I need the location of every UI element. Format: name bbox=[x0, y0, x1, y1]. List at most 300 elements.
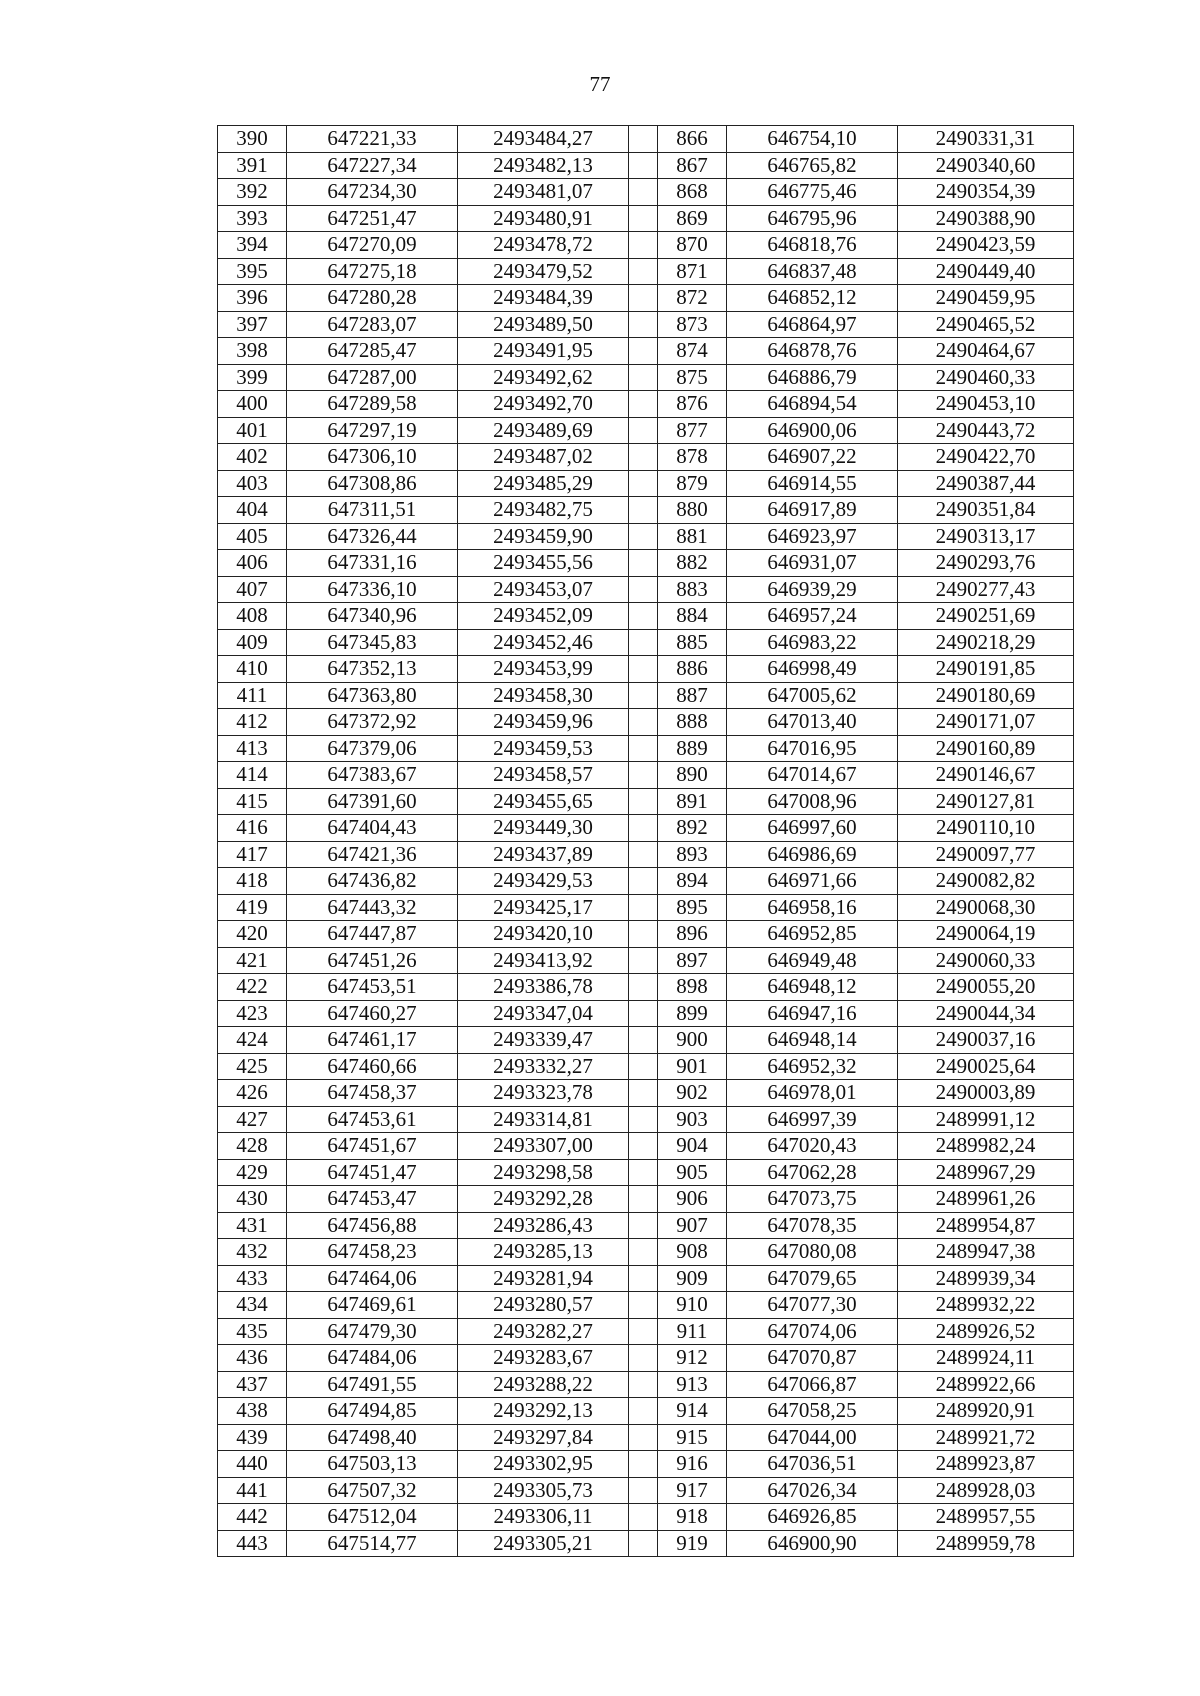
left-y-coordinate-cell: 2493332,27 bbox=[458, 1053, 629, 1080]
right-y-coordinate-cell: 2489991,12 bbox=[898, 1106, 1074, 1133]
left-x-coordinate-cell: 647404,43 bbox=[287, 815, 458, 842]
blank-separator-cell bbox=[629, 974, 658, 1001]
right-point-number-cell: 891 bbox=[658, 788, 727, 815]
right-y-coordinate-cell: 2489967,29 bbox=[898, 1159, 1074, 1186]
right-y-coordinate-cell: 2489961,26 bbox=[898, 1186, 1074, 1213]
left-y-coordinate-cell: 2493347,04 bbox=[458, 1000, 629, 1027]
right-x-coordinate-cell: 646997,60 bbox=[727, 815, 898, 842]
blank-separator-cell bbox=[629, 682, 658, 709]
left-x-coordinate-cell: 647443,32 bbox=[287, 894, 458, 921]
right-x-coordinate-cell: 646775,46 bbox=[727, 179, 898, 206]
right-point-number-cell: 869 bbox=[658, 205, 727, 232]
left-point-number-cell: 430 bbox=[218, 1186, 287, 1213]
right-point-number-cell: 870 bbox=[658, 232, 727, 259]
blank-separator-cell bbox=[629, 470, 658, 497]
left-point-number-cell: 426 bbox=[218, 1080, 287, 1107]
left-point-number-cell: 433 bbox=[218, 1265, 287, 1292]
blank-separator-cell bbox=[629, 576, 658, 603]
right-x-coordinate-cell: 646949,48 bbox=[727, 947, 898, 974]
right-y-coordinate-cell: 2490097,77 bbox=[898, 841, 1074, 868]
left-point-number-cell: 399 bbox=[218, 364, 287, 391]
left-point-number-cell: 441 bbox=[218, 1477, 287, 1504]
table-row bbox=[218, 470, 1074, 497]
table-row bbox=[218, 1504, 1074, 1531]
right-x-coordinate-cell: 646754,10 bbox=[727, 126, 898, 153]
left-y-coordinate-cell: 2493478,72 bbox=[458, 232, 629, 259]
right-point-number-cell: 916 bbox=[658, 1451, 727, 1478]
right-y-coordinate-cell: 2490110,10 bbox=[898, 815, 1074, 842]
blank-separator-cell bbox=[629, 391, 658, 418]
right-point-number-cell: 912 bbox=[658, 1345, 727, 1372]
right-point-number-cell: 903 bbox=[658, 1106, 727, 1133]
left-point-number-cell: 421 bbox=[218, 947, 287, 974]
right-point-number-cell: 919 bbox=[658, 1530, 727, 1557]
left-x-coordinate-cell: 647464,06 bbox=[287, 1265, 458, 1292]
right-x-coordinate-cell: 646907,22 bbox=[727, 444, 898, 471]
left-x-coordinate-cell: 647340,96 bbox=[287, 603, 458, 630]
table-row bbox=[218, 497, 1074, 524]
table-row bbox=[218, 126, 1074, 153]
left-y-coordinate-cell: 2493292,13 bbox=[458, 1398, 629, 1425]
left-point-number-cell: 404 bbox=[218, 497, 287, 524]
right-y-coordinate-cell: 2489928,03 bbox=[898, 1477, 1074, 1504]
left-y-coordinate-cell: 2493297,84 bbox=[458, 1424, 629, 1451]
table-row bbox=[218, 1371, 1074, 1398]
right-y-coordinate-cell: 2490422,70 bbox=[898, 444, 1074, 471]
right-y-coordinate-cell: 2489920,91 bbox=[898, 1398, 1074, 1425]
right-y-coordinate-cell: 2490044,34 bbox=[898, 1000, 1074, 1027]
right-point-number-cell: 889 bbox=[658, 735, 727, 762]
left-y-coordinate-cell: 2493437,89 bbox=[458, 841, 629, 868]
blank-separator-cell bbox=[629, 550, 658, 577]
left-y-coordinate-cell: 2493482,13 bbox=[458, 152, 629, 179]
right-x-coordinate-cell: 646894,54 bbox=[727, 391, 898, 418]
right-point-number-cell: 890 bbox=[658, 762, 727, 789]
left-x-coordinate-cell: 647383,67 bbox=[287, 762, 458, 789]
right-y-coordinate-cell: 2490003,89 bbox=[898, 1080, 1074, 1107]
left-x-coordinate-cell: 647270,09 bbox=[287, 232, 458, 259]
right-y-coordinate-cell: 2489923,87 bbox=[898, 1451, 1074, 1478]
right-point-number-cell: 895 bbox=[658, 894, 727, 921]
left-x-coordinate-cell: 647458,37 bbox=[287, 1080, 458, 1107]
right-y-coordinate-cell: 2489957,55 bbox=[898, 1504, 1074, 1531]
right-x-coordinate-cell: 646957,24 bbox=[727, 603, 898, 630]
blank-separator-cell bbox=[629, 258, 658, 285]
left-x-coordinate-cell: 647352,13 bbox=[287, 656, 458, 683]
table-row bbox=[218, 1292, 1074, 1319]
table-row bbox=[218, 894, 1074, 921]
left-x-coordinate-cell: 647391,60 bbox=[287, 788, 458, 815]
right-x-coordinate-cell: 647044,00 bbox=[727, 1424, 898, 1451]
table-row bbox=[218, 1318, 1074, 1345]
left-y-coordinate-cell: 2493302,95 bbox=[458, 1451, 629, 1478]
left-x-coordinate-cell: 647251,47 bbox=[287, 205, 458, 232]
left-point-number-cell: 417 bbox=[218, 841, 287, 868]
left-x-coordinate-cell: 647453,51 bbox=[287, 974, 458, 1001]
blank-separator-cell bbox=[629, 1239, 658, 1266]
blank-separator-cell bbox=[629, 947, 658, 974]
left-point-number-cell: 401 bbox=[218, 417, 287, 444]
blank-separator-cell bbox=[629, 364, 658, 391]
right-x-coordinate-cell: 647058,25 bbox=[727, 1398, 898, 1425]
right-x-coordinate-cell: 646852,12 bbox=[727, 285, 898, 312]
left-x-coordinate-cell: 647221,33 bbox=[287, 126, 458, 153]
left-point-number-cell: 390 bbox=[218, 126, 287, 153]
right-point-number-cell: 876 bbox=[658, 391, 727, 418]
table-row bbox=[218, 364, 1074, 391]
right-x-coordinate-cell: 647008,96 bbox=[727, 788, 898, 815]
right-point-number-cell: 882 bbox=[658, 550, 727, 577]
left-y-coordinate-cell: 2493453,07 bbox=[458, 576, 629, 603]
right-x-coordinate-cell: 646900,06 bbox=[727, 417, 898, 444]
table-row bbox=[218, 1530, 1074, 1557]
right-point-number-cell: 907 bbox=[658, 1212, 727, 1239]
right-x-coordinate-cell: 646948,12 bbox=[727, 974, 898, 1001]
left-x-coordinate-cell: 647308,86 bbox=[287, 470, 458, 497]
blank-separator-cell bbox=[629, 1398, 658, 1425]
left-point-number-cell: 412 bbox=[218, 709, 287, 736]
left-point-number-cell: 420 bbox=[218, 921, 287, 948]
table-row bbox=[218, 868, 1074, 895]
left-point-number-cell: 422 bbox=[218, 974, 287, 1001]
right-point-number-cell: 874 bbox=[658, 338, 727, 365]
left-x-coordinate-cell: 647289,58 bbox=[287, 391, 458, 418]
left-x-coordinate-cell: 647451,47 bbox=[287, 1159, 458, 1186]
left-y-coordinate-cell: 2493307,00 bbox=[458, 1133, 629, 1160]
table-row bbox=[218, 285, 1074, 312]
left-x-coordinate-cell: 647458,23 bbox=[287, 1239, 458, 1266]
table-row bbox=[218, 629, 1074, 656]
left-point-number-cell: 398 bbox=[218, 338, 287, 365]
right-y-coordinate-cell: 2489932,22 bbox=[898, 1292, 1074, 1319]
right-x-coordinate-cell: 647020,43 bbox=[727, 1133, 898, 1160]
right-x-coordinate-cell: 646986,69 bbox=[727, 841, 898, 868]
table-row bbox=[218, 974, 1074, 1001]
right-y-coordinate-cell: 2490146,67 bbox=[898, 762, 1074, 789]
table-row bbox=[218, 550, 1074, 577]
blank-separator-cell bbox=[629, 1080, 658, 1107]
left-x-coordinate-cell: 647512,04 bbox=[287, 1504, 458, 1531]
right-point-number-cell: 880 bbox=[658, 497, 727, 524]
left-y-coordinate-cell: 2493306,11 bbox=[458, 1504, 629, 1531]
blank-separator-cell bbox=[629, 444, 658, 471]
left-point-number-cell: 438 bbox=[218, 1398, 287, 1425]
left-point-number-cell: 400 bbox=[218, 391, 287, 418]
left-y-coordinate-cell: 2493339,47 bbox=[458, 1027, 629, 1054]
left-x-coordinate-cell: 647331,16 bbox=[287, 550, 458, 577]
blank-separator-cell bbox=[629, 1424, 658, 1451]
right-y-coordinate-cell: 2489947,38 bbox=[898, 1239, 1074, 1266]
left-point-number-cell: 425 bbox=[218, 1053, 287, 1080]
left-x-coordinate-cell: 647460,66 bbox=[287, 1053, 458, 1080]
table-row bbox=[218, 1027, 1074, 1054]
right-x-coordinate-cell: 646765,82 bbox=[727, 152, 898, 179]
right-point-number-cell: 904 bbox=[658, 1133, 727, 1160]
left-x-coordinate-cell: 647479,30 bbox=[287, 1318, 458, 1345]
table-row bbox=[218, 735, 1074, 762]
right-y-coordinate-cell: 2490251,69 bbox=[898, 603, 1074, 630]
right-y-coordinate-cell: 2490171,07 bbox=[898, 709, 1074, 736]
right-x-coordinate-cell: 646983,22 bbox=[727, 629, 898, 656]
blank-separator-cell bbox=[629, 338, 658, 365]
right-y-coordinate-cell: 2490340,60 bbox=[898, 152, 1074, 179]
left-y-coordinate-cell: 2493482,75 bbox=[458, 497, 629, 524]
left-point-number-cell: 405 bbox=[218, 523, 287, 550]
right-point-number-cell: 887 bbox=[658, 682, 727, 709]
right-x-coordinate-cell: 646947,16 bbox=[727, 1000, 898, 1027]
blank-separator-cell bbox=[629, 815, 658, 842]
left-point-number-cell: 432 bbox=[218, 1239, 287, 1266]
left-y-coordinate-cell: 2493480,91 bbox=[458, 205, 629, 232]
right-point-number-cell: 877 bbox=[658, 417, 727, 444]
blank-separator-cell bbox=[629, 311, 658, 338]
left-y-coordinate-cell: 2493323,78 bbox=[458, 1080, 629, 1107]
left-point-number-cell: 391 bbox=[218, 152, 287, 179]
left-y-coordinate-cell: 2493481,07 bbox=[458, 179, 629, 206]
blank-separator-cell bbox=[629, 497, 658, 524]
left-x-coordinate-cell: 647436,82 bbox=[287, 868, 458, 895]
left-x-coordinate-cell: 647456,88 bbox=[287, 1212, 458, 1239]
left-y-coordinate-cell: 2493458,30 bbox=[458, 682, 629, 709]
left-point-number-cell: 408 bbox=[218, 603, 287, 630]
right-y-coordinate-cell: 2490459,95 bbox=[898, 285, 1074, 312]
right-y-coordinate-cell: 2490449,40 bbox=[898, 258, 1074, 285]
right-x-coordinate-cell: 647062,28 bbox=[727, 1159, 898, 1186]
left-x-coordinate-cell: 647451,67 bbox=[287, 1133, 458, 1160]
right-x-coordinate-cell: 646958,16 bbox=[727, 894, 898, 921]
table-row bbox=[218, 338, 1074, 365]
left-x-coordinate-cell: 647336,10 bbox=[287, 576, 458, 603]
right-point-number-cell: 915 bbox=[658, 1424, 727, 1451]
right-y-coordinate-cell: 2490191,85 bbox=[898, 656, 1074, 683]
table-row bbox=[218, 762, 1074, 789]
right-y-coordinate-cell: 2490351,84 bbox=[898, 497, 1074, 524]
right-y-coordinate-cell: 2490127,81 bbox=[898, 788, 1074, 815]
left-x-coordinate-cell: 647484,06 bbox=[287, 1345, 458, 1372]
right-y-coordinate-cell: 2489939,34 bbox=[898, 1265, 1074, 1292]
table-row bbox=[218, 656, 1074, 683]
left-x-coordinate-cell: 647514,77 bbox=[287, 1530, 458, 1557]
left-y-coordinate-cell: 2493288,22 bbox=[458, 1371, 629, 1398]
table-row bbox=[218, 841, 1074, 868]
left-x-coordinate-cell: 647379,06 bbox=[287, 735, 458, 762]
blank-separator-cell bbox=[629, 1000, 658, 1027]
right-x-coordinate-cell: 646948,14 bbox=[727, 1027, 898, 1054]
blank-separator-cell bbox=[629, 1106, 658, 1133]
table-row bbox=[218, 947, 1074, 974]
blank-separator-cell bbox=[629, 1027, 658, 1054]
table-row bbox=[218, 1080, 1074, 1107]
right-y-coordinate-cell: 2490037,16 bbox=[898, 1027, 1074, 1054]
right-x-coordinate-cell: 647016,95 bbox=[727, 735, 898, 762]
right-x-coordinate-cell: 646952,32 bbox=[727, 1053, 898, 1080]
right-x-coordinate-cell: 646997,39 bbox=[727, 1106, 898, 1133]
table-row bbox=[218, 391, 1074, 418]
left-y-coordinate-cell: 2493489,69 bbox=[458, 417, 629, 444]
right-x-coordinate-cell: 646952,85 bbox=[727, 921, 898, 948]
left-y-coordinate-cell: 2493280,57 bbox=[458, 1292, 629, 1319]
left-x-coordinate-cell: 647451,26 bbox=[287, 947, 458, 974]
left-y-coordinate-cell: 2493449,30 bbox=[458, 815, 629, 842]
table-row bbox=[218, 1477, 1074, 1504]
table-row bbox=[218, 603, 1074, 630]
left-y-coordinate-cell: 2493487,02 bbox=[458, 444, 629, 471]
right-point-number-cell: 909 bbox=[658, 1265, 727, 1292]
left-x-coordinate-cell: 647461,17 bbox=[287, 1027, 458, 1054]
right-y-coordinate-cell: 2490460,33 bbox=[898, 364, 1074, 391]
blank-separator-cell bbox=[629, 1186, 658, 1213]
left-y-coordinate-cell: 2493281,94 bbox=[458, 1265, 629, 1292]
left-x-coordinate-cell: 647469,61 bbox=[287, 1292, 458, 1319]
right-x-coordinate-cell: 646998,49 bbox=[727, 656, 898, 683]
left-point-number-cell: 440 bbox=[218, 1451, 287, 1478]
left-point-number-cell: 414 bbox=[218, 762, 287, 789]
left-point-number-cell: 411 bbox=[218, 682, 287, 709]
table-row bbox=[218, 523, 1074, 550]
left-x-coordinate-cell: 647503,13 bbox=[287, 1451, 458, 1478]
left-x-coordinate-cell: 647287,00 bbox=[287, 364, 458, 391]
left-point-number-cell: 427 bbox=[218, 1106, 287, 1133]
right-x-coordinate-cell: 646923,97 bbox=[727, 523, 898, 550]
right-y-coordinate-cell: 2490055,20 bbox=[898, 974, 1074, 1001]
right-y-coordinate-cell: 2490464,67 bbox=[898, 338, 1074, 365]
right-y-coordinate-cell: 2490068,30 bbox=[898, 894, 1074, 921]
blank-separator-cell bbox=[629, 735, 658, 762]
right-y-coordinate-cell: 2490160,89 bbox=[898, 735, 1074, 762]
left-y-coordinate-cell: 2493459,96 bbox=[458, 709, 629, 736]
blank-separator-cell bbox=[629, 205, 658, 232]
table-row bbox=[218, 1106, 1074, 1133]
right-y-coordinate-cell: 2490465,52 bbox=[898, 311, 1074, 338]
blank-separator-cell bbox=[629, 1530, 658, 1557]
right-y-coordinate-cell: 2490331,31 bbox=[898, 126, 1074, 153]
left-point-number-cell: 418 bbox=[218, 868, 287, 895]
right-point-number-cell: 913 bbox=[658, 1371, 727, 1398]
blank-separator-cell bbox=[629, 523, 658, 550]
left-y-coordinate-cell: 2493429,53 bbox=[458, 868, 629, 895]
right-y-coordinate-cell: 2489959,78 bbox=[898, 1530, 1074, 1557]
right-y-coordinate-cell: 2489922,66 bbox=[898, 1371, 1074, 1398]
left-y-coordinate-cell: 2493492,70 bbox=[458, 391, 629, 418]
blank-separator-cell bbox=[629, 285, 658, 312]
left-y-coordinate-cell: 2493314,81 bbox=[458, 1106, 629, 1133]
right-point-number-cell: 899 bbox=[658, 1000, 727, 1027]
left-x-coordinate-cell: 647460,27 bbox=[287, 1000, 458, 1027]
left-point-number-cell: 395 bbox=[218, 258, 287, 285]
right-point-number-cell: 881 bbox=[658, 523, 727, 550]
right-x-coordinate-cell: 646886,79 bbox=[727, 364, 898, 391]
right-point-number-cell: 902 bbox=[658, 1080, 727, 1107]
left-x-coordinate-cell: 647275,18 bbox=[287, 258, 458, 285]
left-point-number-cell: 407 bbox=[218, 576, 287, 603]
left-x-coordinate-cell: 647326,44 bbox=[287, 523, 458, 550]
right-x-coordinate-cell: 647013,40 bbox=[727, 709, 898, 736]
left-y-coordinate-cell: 2493453,99 bbox=[458, 656, 629, 683]
right-y-coordinate-cell: 2490443,72 bbox=[898, 417, 1074, 444]
left-point-number-cell: 402 bbox=[218, 444, 287, 471]
left-y-coordinate-cell: 2493455,56 bbox=[458, 550, 629, 577]
blank-separator-cell bbox=[629, 709, 658, 736]
right-point-number-cell: 888 bbox=[658, 709, 727, 736]
blank-separator-cell bbox=[629, 841, 658, 868]
right-y-coordinate-cell: 2490387,44 bbox=[898, 470, 1074, 497]
right-point-number-cell: 892 bbox=[658, 815, 727, 842]
right-x-coordinate-cell: 646917,89 bbox=[727, 497, 898, 524]
right-point-number-cell: 868 bbox=[658, 179, 727, 206]
blank-separator-cell bbox=[629, 603, 658, 630]
blank-separator-cell bbox=[629, 894, 658, 921]
right-x-coordinate-cell: 647073,75 bbox=[727, 1186, 898, 1213]
blank-separator-cell bbox=[629, 1504, 658, 1531]
left-point-number-cell: 436 bbox=[218, 1345, 287, 1372]
right-x-coordinate-cell: 646926,85 bbox=[727, 1504, 898, 1531]
right-y-coordinate-cell: 2490354,39 bbox=[898, 179, 1074, 206]
right-point-number-cell: 906 bbox=[658, 1186, 727, 1213]
left-x-coordinate-cell: 647234,30 bbox=[287, 179, 458, 206]
left-point-number-cell: 403 bbox=[218, 470, 287, 497]
left-point-number-cell: 431 bbox=[218, 1212, 287, 1239]
table-row bbox=[218, 815, 1074, 842]
right-x-coordinate-cell: 646971,66 bbox=[727, 868, 898, 895]
table-row bbox=[218, 576, 1074, 603]
table-row bbox=[218, 232, 1074, 259]
right-point-number-cell: 914 bbox=[658, 1398, 727, 1425]
right-x-coordinate-cell: 646931,07 bbox=[727, 550, 898, 577]
left-point-number-cell: 415 bbox=[218, 788, 287, 815]
right-point-number-cell: 910 bbox=[658, 1292, 727, 1319]
blank-separator-cell bbox=[629, 1053, 658, 1080]
right-y-coordinate-cell: 2490388,90 bbox=[898, 205, 1074, 232]
blank-separator-cell bbox=[629, 1133, 658, 1160]
left-y-coordinate-cell: 2493292,28 bbox=[458, 1186, 629, 1213]
right-x-coordinate-cell: 647078,35 bbox=[727, 1212, 898, 1239]
left-y-coordinate-cell: 2493455,65 bbox=[458, 788, 629, 815]
right-point-number-cell: 905 bbox=[658, 1159, 727, 1186]
left-y-coordinate-cell: 2493489,50 bbox=[458, 311, 629, 338]
left-y-coordinate-cell: 2493425,17 bbox=[458, 894, 629, 921]
left-point-number-cell: 424 bbox=[218, 1027, 287, 1054]
blank-separator-cell bbox=[629, 1318, 658, 1345]
right-x-coordinate-cell: 646914,55 bbox=[727, 470, 898, 497]
right-point-number-cell: 898 bbox=[658, 974, 727, 1001]
left-x-coordinate-cell: 647494,85 bbox=[287, 1398, 458, 1425]
left-y-coordinate-cell: 2493491,95 bbox=[458, 338, 629, 365]
right-y-coordinate-cell: 2489926,52 bbox=[898, 1318, 1074, 1345]
left-y-coordinate-cell: 2493452,46 bbox=[458, 629, 629, 656]
right-point-number-cell: 893 bbox=[658, 841, 727, 868]
left-y-coordinate-cell: 2493386,78 bbox=[458, 974, 629, 1001]
left-y-coordinate-cell: 2493282,27 bbox=[458, 1318, 629, 1345]
left-x-coordinate-cell: 647453,47 bbox=[287, 1186, 458, 1213]
right-x-coordinate-cell: 647066,87 bbox=[727, 1371, 898, 1398]
blank-separator-cell bbox=[629, 762, 658, 789]
left-point-number-cell: 396 bbox=[218, 285, 287, 312]
table-row bbox=[218, 1000, 1074, 1027]
left-x-coordinate-cell: 647297,19 bbox=[287, 417, 458, 444]
left-y-coordinate-cell: 2493479,52 bbox=[458, 258, 629, 285]
blank-separator-cell bbox=[629, 921, 658, 948]
right-point-number-cell: 894 bbox=[658, 868, 727, 895]
blank-separator-cell bbox=[629, 126, 658, 153]
left-point-number-cell: 443 bbox=[218, 1530, 287, 1557]
blank-separator-cell bbox=[629, 656, 658, 683]
left-x-coordinate-cell: 647372,92 bbox=[287, 709, 458, 736]
blank-separator-cell bbox=[629, 1265, 658, 1292]
right-point-number-cell: 871 bbox=[658, 258, 727, 285]
blank-separator-cell bbox=[629, 1371, 658, 1398]
left-x-coordinate-cell: 647453,61 bbox=[287, 1106, 458, 1133]
coordinates-table bbox=[217, 125, 1074, 1557]
